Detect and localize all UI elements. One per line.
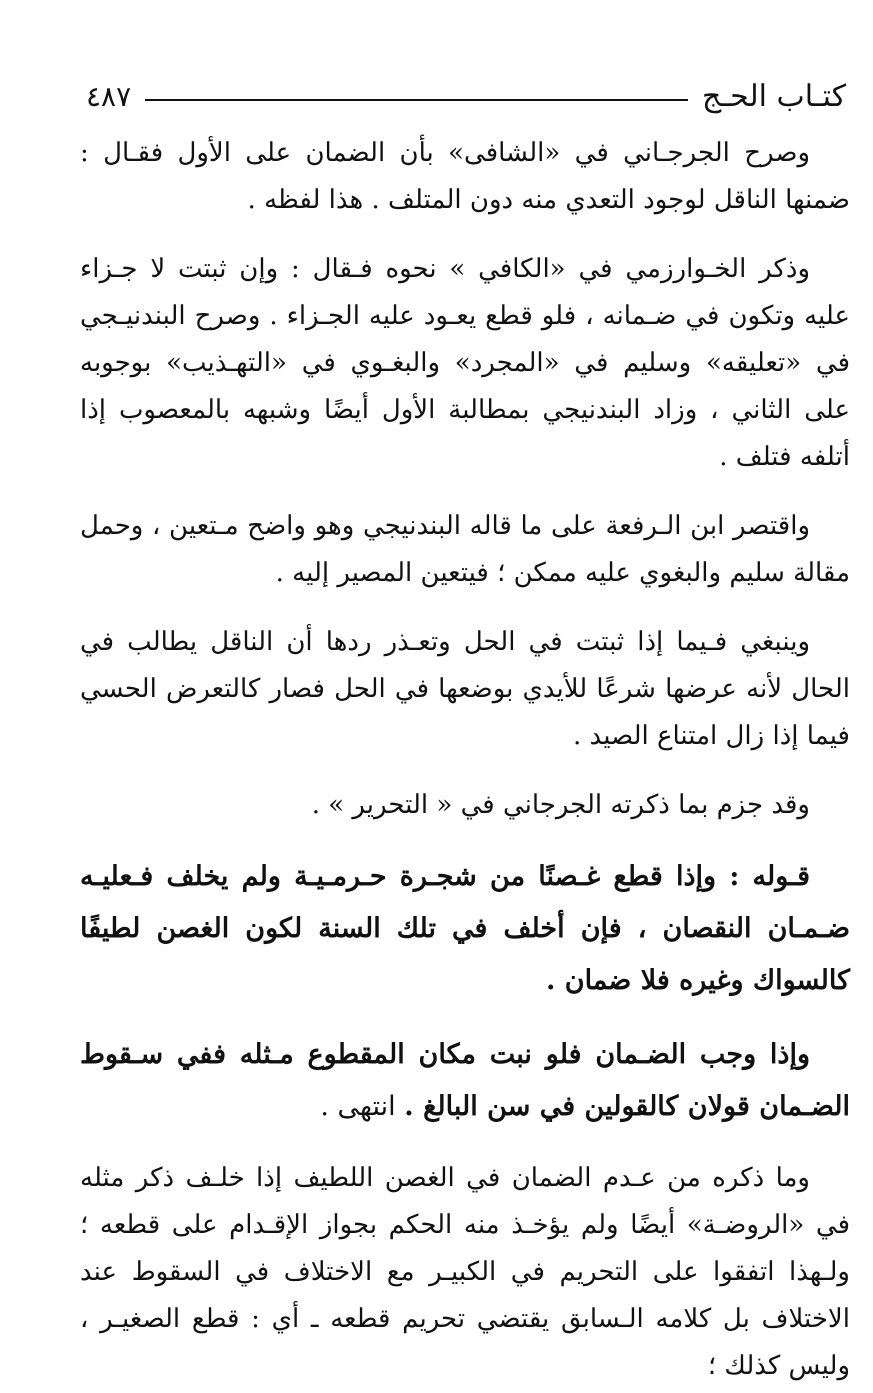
page-body <box>80 130 850 1390</box>
paragraph-commentary: وما ذكره من عـدم الضمان في الغصن اللطيف إذا خلـف ذكر مثله في «الروضـة» أيضًا ولم يؤخـذ منه الحكم بجواز الإقـدام على قطعه ؛ ولـهذا اتفقوا على التحريم في الكبيـر مع الاختلاف في السقوط عند الاختلاف بل كلامه الـسابق يقتضي تحريم قطعه ـ أي : قطع الصغيـر ، وليس كذلك ؛ <box>80 1163 850 1381</box>
quoted-text-regrowth <box>80 1029 850 1133</box>
paragraph-halal-return: وينبغي فـيما إذا ثبتت في الحل وتعـذر ردها أن الناقل يطالب في الحال لأنه عرضها شرعًا للأيدي بوضعها في الحل فصار كالتعرض الحسي فيما إذا زال امتناع الصيد . <box>80 627 850 751</box>
page-number: ٤٨٧ <box>86 79 132 113</box>
paragraph-jurjani-shafi: وصرح الجرجـاني في «الشافى» بأن الضمان على الأول فقـال : ضمنها الناقل لوجود التعدي منه دون المتلف . هذا لفظه . <box>80 138 850 215</box>
page-header <box>86 72 846 120</box>
paragraph-tahrir: وقد جزم بما ذكرته الجرجاني في « التحرير » . <box>311 790 810 820</box>
quoted-text-branch-cutting: قـوله : وإذا قطع غـصنًا من شجـرة حـرمـيـة ولم يخلف فـعليـه ضـمـان النقصان ، فإن أخلف في تلك السنة لكون الغصن لطيفًا كالسواك وغيره فلا ضمان . <box>80 861 850 996</box>
paragraph-ibn-rifah: واقتصر ابن الـرفعة على ما قاله البندنيجي وهو واضح مـتعين ، وحمل مقالة سليم والبغوي عليه ممكن ؛ فيتعين المصير إليه . <box>80 511 850 588</box>
quoted-text-regrowth-main: وإذا وجب الضـمان فلو نبت مكان المقطوع مـثله ففي سـقوط الضـمان قولان كالقولين في سن البالغ . <box>80 1039 850 1122</box>
quoted-text-end-marker: انتهى . <box>320 1091 405 1122</box>
running-title: كتـاب الحـج <box>701 78 846 114</box>
header-rule <box>145 99 688 101</box>
paragraph-khwarizmi-kafi: وذكر الخـوارزمي في «الكافي » نحوه فـقال : وإن ثبتت لا جـزاء عليه وتكون في ضـمانه ، فلو قطع يعـود عليه الجـزاء . وصرح البندنيـجي في «تعليقه» وسليم في «المجرد» والبغـوي في «التهـذيب» بوجوبه على الثاني ، وزاد البندنيجي بمطالبة الأول أيضًا وشبهه بالمعصوب إذا أتلفه فتلف . <box>80 254 850 472</box>
